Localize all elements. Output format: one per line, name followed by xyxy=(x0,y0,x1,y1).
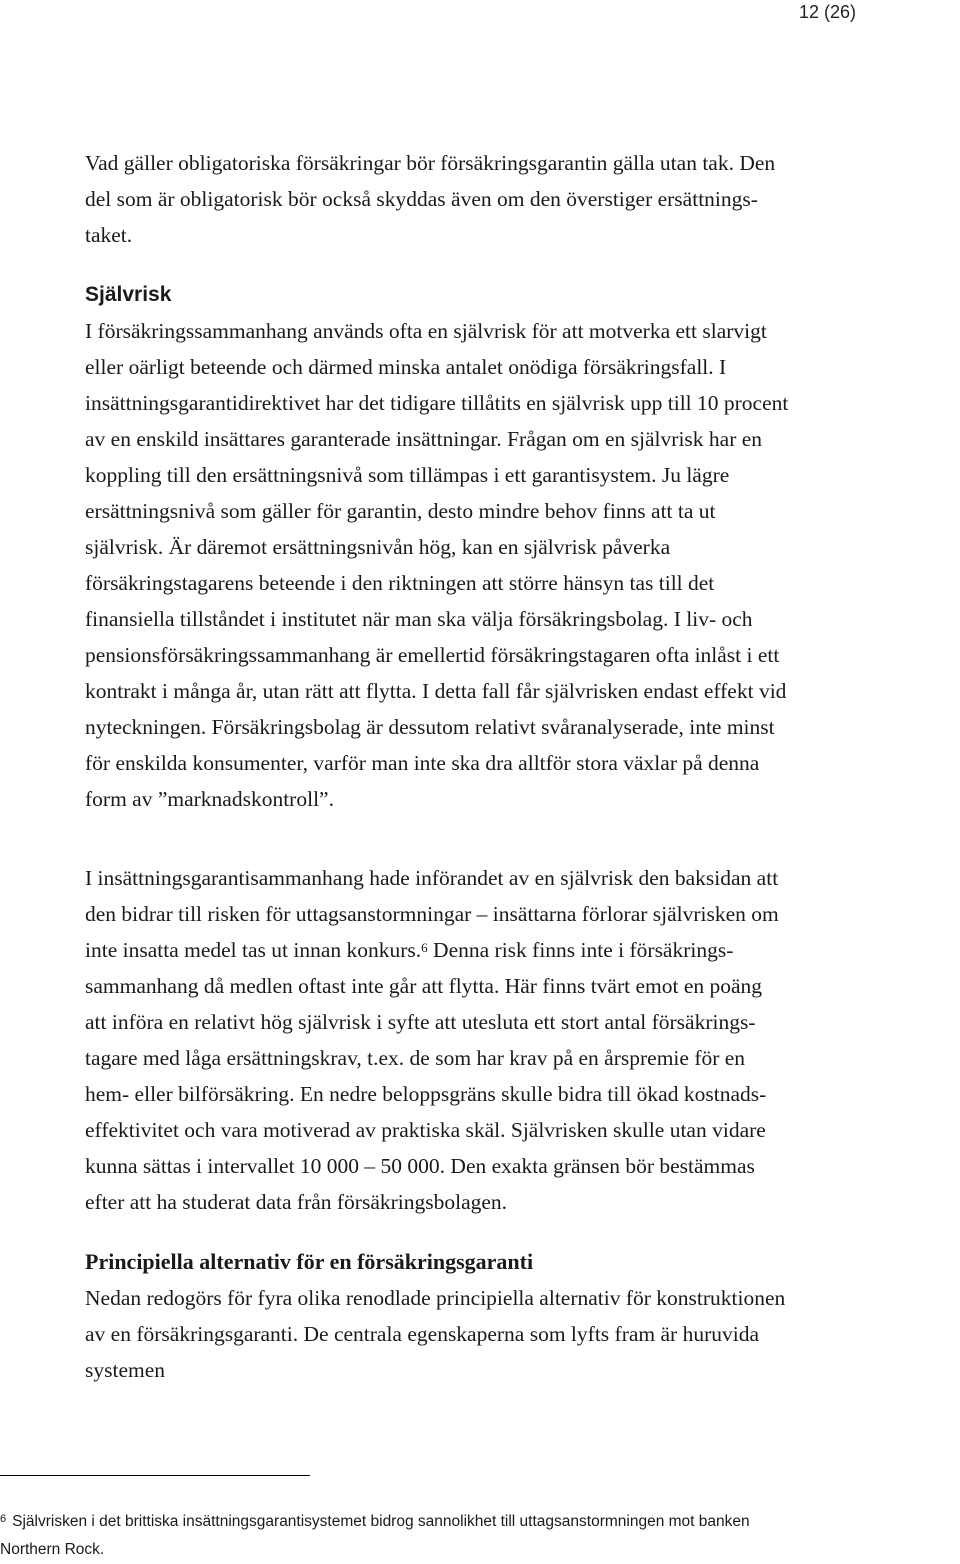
text-line: av en enskild insättares garanterade insättningar. Frågan om en självrisk har en xyxy=(85,427,763,451)
footnote xyxy=(0,1508,960,1564)
text-line: hem- eller bilförsäkring. En nedre beloppsgräns skulle bidra till ökad kostnads- xyxy=(85,1082,767,1106)
text-line xyxy=(85,932,960,968)
text-line: den bidrar till risken för uttagsanstormningar – insättarna förlorar självrisken om xyxy=(85,902,779,926)
text-line: taket. xyxy=(85,223,133,247)
sjalvrisk-paragraph xyxy=(85,313,960,817)
text-segment: inte insatta medel tas ut innan konkurs. xyxy=(85,938,422,962)
page-number: 12 (26) xyxy=(798,2,856,22)
text-line: nyteckningen. Försäkringsbolag är dessutom relativt svåranalyserade, inte minst xyxy=(85,715,775,739)
insattning-paragraph xyxy=(85,860,960,1220)
text-line: sammanhang då medlen oftast inte går att flytta. Här finns tvärt emot en poäng xyxy=(85,974,763,998)
text-line: pensionsförsäkringssammanhang är emellertid försäkringstagaren ofta inlåst i ett xyxy=(85,643,780,667)
text-line: del som är obligatorisk bör också skyddas även om den överstiger ersättnings- xyxy=(85,187,758,211)
text-line: finansiella tillståndet i institutet när man ska välja försäkringsbolag. I liv- och xyxy=(85,607,753,631)
text-line: koppling till den ersättningsnivå som tillämpas i ett garantisystem. Ju lägre xyxy=(85,463,730,487)
text-line: systemen xyxy=(85,1358,166,1382)
text-line: Vad gäller obligatoriska försäkringar bör försäkringsgarantin gälla utan tak. Den xyxy=(85,151,776,175)
text-line: tagare med låga ersättningskrav, t.ex. de som har krav på en årspremie för en xyxy=(85,1046,746,1070)
text-line: av en försäkringsgaranti. De centrala egenskaperna som lyfts fram är huruvida xyxy=(85,1322,759,1346)
text-line: I försäkringssammanhang används ofta en självrisk för att motverka ett slarvigt xyxy=(85,319,767,343)
footnote-text: Självrisken i det brittiska insättningsgarantisystemet bidrog sannolikhet till uttagsanstormningen mot banken xyxy=(12,1513,750,1530)
text-line: Nedan redogörs för fyra olika renodlade principiella alternativ för konstruktionen xyxy=(85,1286,786,1310)
text-line: effektivitet och vara motiverad av praktiska skäl. Självrisken skulle utan vidare xyxy=(85,1118,766,1142)
principiella-paragraph xyxy=(85,1280,960,1388)
text-line: för enskilda konsumenter, varför man inte ska dra alltför stora växlar på denna xyxy=(85,751,760,775)
text-line: form av ”marknadskontroll”. xyxy=(85,787,334,811)
text-line: försäkringstagarens beteende i den riktningen att större hänsyn tas till det xyxy=(85,571,715,595)
text-line: kunna sättas i intervallet 10 000 – 50 000. Den exakta gränsen bör bestämmas xyxy=(85,1154,755,1178)
footnote-divider xyxy=(0,1475,310,1476)
text-line: självrisk. Är däremot ersättningsnivån hög, kan en självrisk påverka xyxy=(85,535,671,559)
text-line: insättningsgarantidirektivet har det tidigare tillåtits en självrisk upp till 10 procent xyxy=(85,391,789,415)
section-principiella xyxy=(85,1244,960,1388)
text-line: att införa en relativt hög självrisk i syfte att utesluta ett stort antal försäkrings- xyxy=(85,1010,756,1034)
text-line: efter att ha studerat data från försäkringsbolagen. xyxy=(85,1190,508,1214)
footnote-number: 6 xyxy=(0,1513,7,1525)
intro-paragraph xyxy=(85,145,960,253)
text-segment: Denna risk finns inte i försäkrings- xyxy=(427,938,734,962)
section-heading-sjalvrisk: Självrisk xyxy=(85,283,172,306)
text-line: eller oärligt beteende och därmed minska antalet onödiga försäkringsfall. I xyxy=(85,355,727,379)
footnote-reference[interactable]: 6 xyxy=(421,940,428,955)
section-sjalvrisk xyxy=(85,277,960,817)
section-heading-principiella: Principiella alternativ för en försäkringsgaranti xyxy=(85,1249,534,1274)
text-line: I insättningsgarantisammanhang hade införandet av en självrisk den baksidan att xyxy=(85,866,779,890)
footnote-line: Northern Rock. xyxy=(0,1541,105,1558)
text-line: ersättningsnivå som gäller för garantin, desto mindre behov finns att ta ut xyxy=(85,499,716,523)
footnote-line xyxy=(0,1508,960,1536)
text-line: kontrakt i många år, utan rätt att flytta. I detta fall får självrisken endast effekt vid xyxy=(85,679,787,703)
